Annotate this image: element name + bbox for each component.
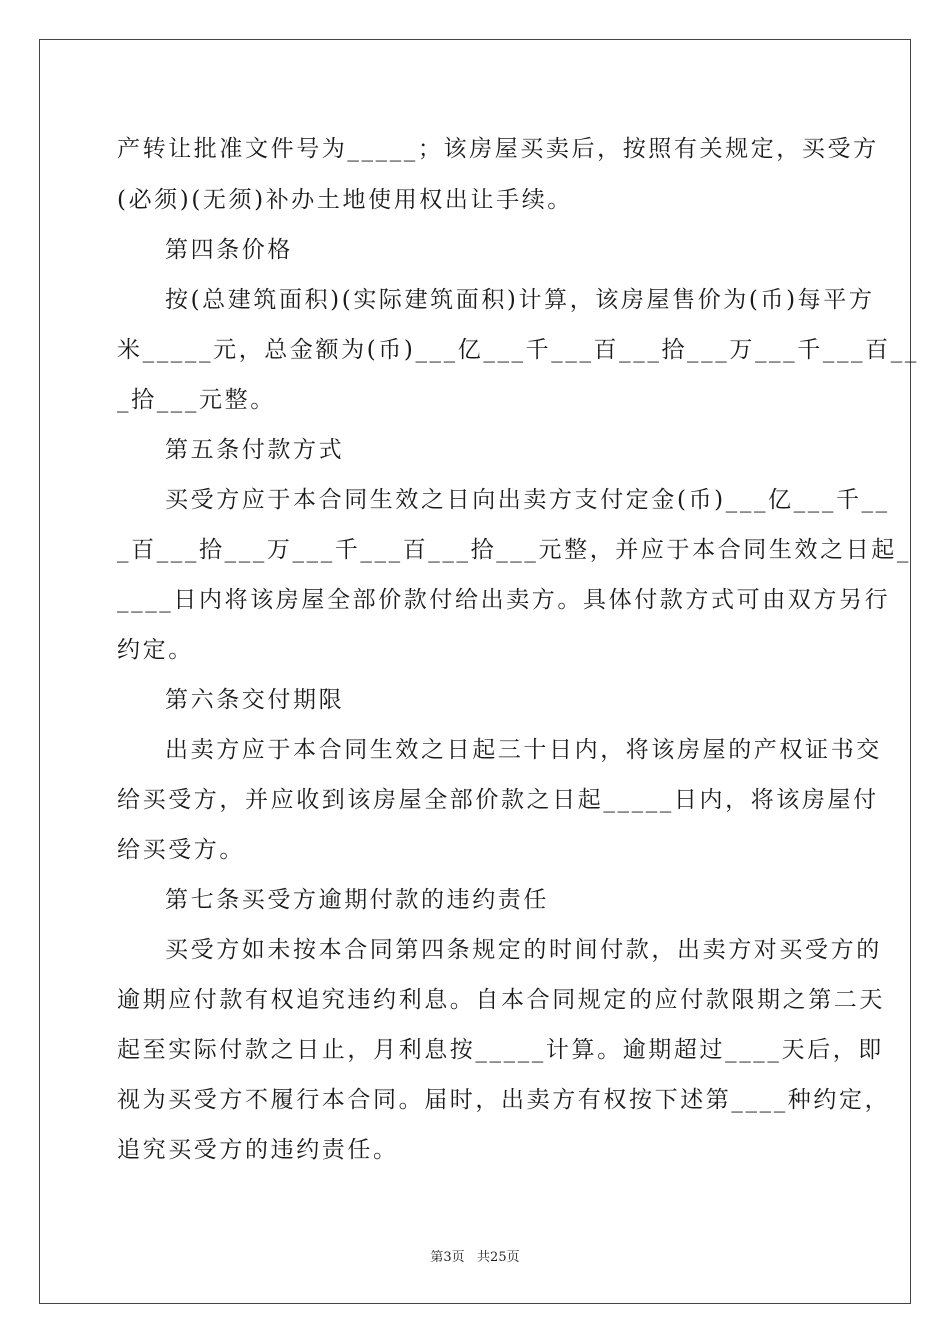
body-line: 出卖方应于本合同生效之日起三十日内，将该房屋的产权证书交 <box>165 737 882 763</box>
body-line: 买受方应于本合同生效之日向出卖方支付定金(币)___亿___千__ <box>165 487 890 513</box>
body-line: 买受方如未按本合同第四条规定的时间付款，出卖方对买受方的 <box>165 937 882 963</box>
body-line: ____日内将该房屋全部价款付给出卖方。具体付款方式可由双方另行 <box>117 587 891 613</box>
section-heading: 第五条付款方式 <box>165 437 345 463</box>
body-line: 起至实际付款之日止，月利息按_____计算。逾期超过____天后，即 <box>117 1037 884 1063</box>
body-line: 追究买受方的违约责任。 <box>117 1137 399 1163</box>
body-line: 给买受方。 <box>117 837 245 863</box>
section-heading: 第四条价格 <box>165 237 293 263</box>
body-line: 约定。 <box>117 637 194 663</box>
body-line: 产转让批准文件号为_____；该房屋买卖后，按照有关规定，买受方 <box>117 136 879 162</box>
body-line: _拾___元整。 <box>117 387 276 413</box>
section-heading: 第七条买受方逾期付款的违约责任 <box>165 887 549 913</box>
body-line: 视为买受方不履行本合同。届时，出卖方有权按下述第____种约定， <box>117 1087 891 1113</box>
body-line: 按(总建筑面积)(实际建筑面积)计算，该房屋售价为(币)每平方 <box>165 287 875 313</box>
body-line: 给买受方，并应收到该房屋全部价款之日起_____日内，将该房屋付 <box>117 787 879 813</box>
body-line: (必须)(无须)补办土地使用权出让手续。 <box>117 187 573 213</box>
section-heading: 第六条交付期限 <box>165 687 345 713</box>
body-line: _百___拾___万___千___百___拾___元整，并应于本合同生效之日起_ <box>117 537 911 563</box>
body-line: 米_____元，总金额为(币)___亿___千___百___拾___万___千___百__ <box>117 337 919 363</box>
body-line: 逾期应付款有权追究违约利息。自本合同规定的应付款限期之第二天 <box>117 987 885 1013</box>
page-number-footer: 第3页 共25页 <box>430 1250 520 1265</box>
